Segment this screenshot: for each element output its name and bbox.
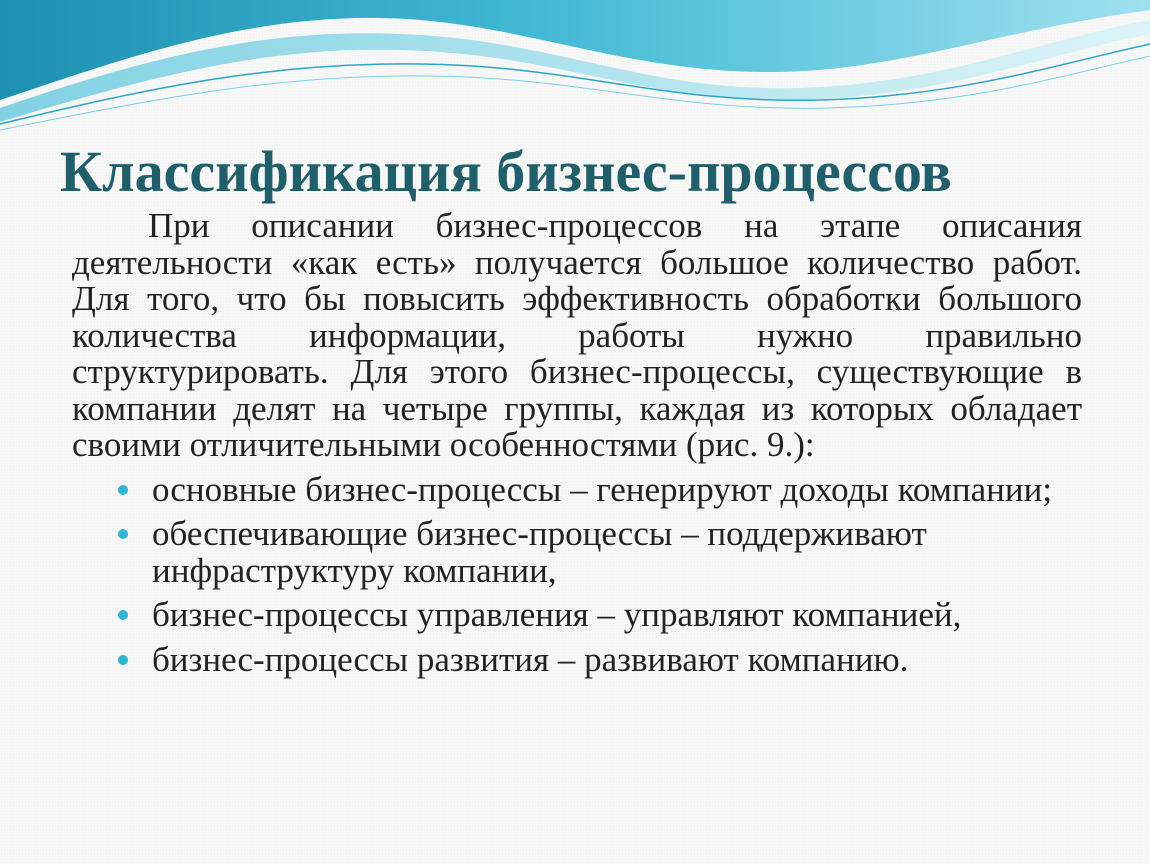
intro-paragraph: При описании бизнес-процессов на этапе описания деятельности «как есть» получается большое количество работ. Для того, что бы повысить эффективность обработки большого количества информации, работы нужно правильно структурировать. Для этого бизнес-процессы, существующие в компании делят на четыре группы, каждая из которых обладает своими отличительными особенностями (рис. 9.): [72, 206, 1082, 464]
list-item-text: основные бизнес-процессы – генерируют доходы компании; [152, 469, 1053, 509]
bullet-icon [118, 529, 128, 539]
bullet-icon [118, 655, 128, 665]
slide-title: Классификация бизнес-процессов [60, 139, 952, 204]
header-wave-decoration [0, 0, 1150, 140]
list-item-text: бизнес-процессы развития – развивают компанию. [152, 639, 909, 679]
list-item [152, 516, 1082, 589]
bullet-icon [118, 610, 128, 620]
list-item [152, 469, 1082, 509]
list-item [152, 639, 1082, 679]
list-item-text: бизнес-процессы управления – управляют компанией, [152, 595, 962, 634]
list-item-text: обеспечивающие бизнес-процессы – поддерживают инфраструктуру компании, [152, 514, 927, 590]
bullet-list [72, 469, 1082, 679]
slide-body [72, 208, 1082, 686]
list-item [152, 597, 1082, 634]
bullet-icon [118, 485, 128, 495]
